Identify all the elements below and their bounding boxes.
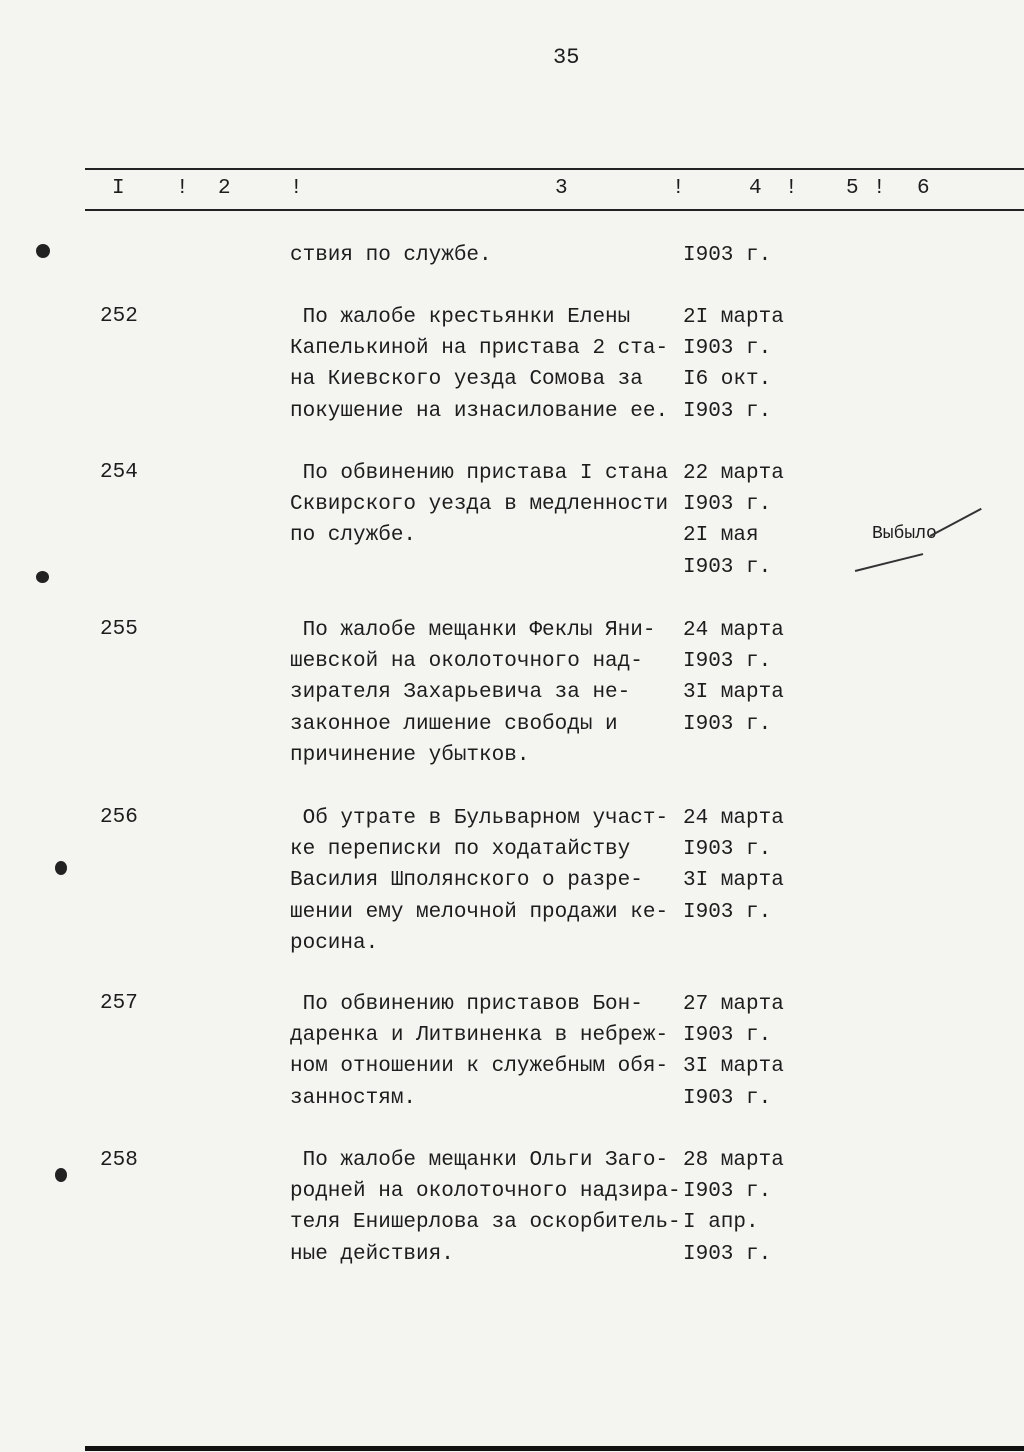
table-top-rule [85, 168, 1024, 170]
header-col-4: 4 [749, 177, 762, 200]
row-dates: 2I марта I903 г. I6 окт. I903 г. [683, 306, 784, 423]
row-note-stamp: Выбыло [872, 524, 937, 544]
row-dates: 22 марта I903 г. 2I мая I903 г. [683, 462, 784, 579]
row-description: Об утрате в Бульварном участ- ке переписки по ходатайству Василия Шполянского о разре- шении ему мелочной продажи ке- росина. [290, 807, 669, 955]
row-description: По обвинению пристава I стана Сквирского уезда в медленности по службе. [290, 462, 669, 548]
header-col-5: 5 [846, 177, 859, 200]
header-col-2: 2 [218, 177, 231, 200]
row-description: По жалобе крестьянки Елены Капелькиной на пристава 2 ста- на Киевского уезда Сомова за покушение на изнасилование ее. [290, 306, 669, 423]
note-underline-stroke [855, 553, 923, 571]
row-number: 254 [100, 461, 138, 484]
header-sep-3: ! [672, 177, 685, 200]
punch-hole-icon [36, 244, 50, 258]
punch-hole-icon [36, 571, 49, 583]
row-dates: 24 марта I903 г. 3I марта I903 г. [683, 807, 784, 924]
header-sep-2: ! [290, 177, 303, 200]
header-col-3: 3 [555, 177, 568, 200]
header-sep-1: ! [176, 177, 189, 200]
row-number: 256 [100, 806, 138, 829]
row-number: 252 [100, 305, 138, 328]
row-number: 258 [100, 1149, 138, 1172]
row-description: По жалобе мещанки Ольги Заго- родней на околоточного надзира- теля Енишерлова за оскорбитель- ные действия. [290, 1149, 681, 1266]
punch-hole-icon [55, 1168, 67, 1182]
header-sep-4: ! [785, 177, 798, 200]
row-dates: 27 марта I903 г. 3I марта I903 г. [683, 993, 784, 1110]
row-number: 257 [100, 992, 138, 1015]
row-dates: I903 г. [683, 244, 772, 267]
header-sep-5: ! [873, 177, 886, 200]
row-dates: 28 марта I903 г. I апр. I903 г. [683, 1149, 784, 1266]
table-header-rule [85, 209, 1024, 211]
header-col-6: 6 [917, 177, 930, 200]
row-description: По обвинению приставов Бон- даренка и Литвиненка в небреж- ном отношении к служебным обя- занностям. [290, 993, 669, 1110]
row-description: По жалобе мещанки Феклы Яни- шевской на околоточного над- зирателя Захарьевича за не- законное лишение свободы и причинение убытков. [290, 619, 656, 767]
row-dates: 24 марта I903 г. 3I марта I903 г. [683, 619, 784, 736]
header-col-1: I [112, 177, 125, 200]
punch-hole-icon [55, 861, 67, 875]
row-number: 255 [100, 618, 138, 641]
page-number: 35 [553, 45, 580, 70]
row-description: ствия по службе. [290, 244, 492, 267]
page-bottom-edge [85, 1446, 1024, 1451]
note-tail-stroke [930, 508, 982, 537]
